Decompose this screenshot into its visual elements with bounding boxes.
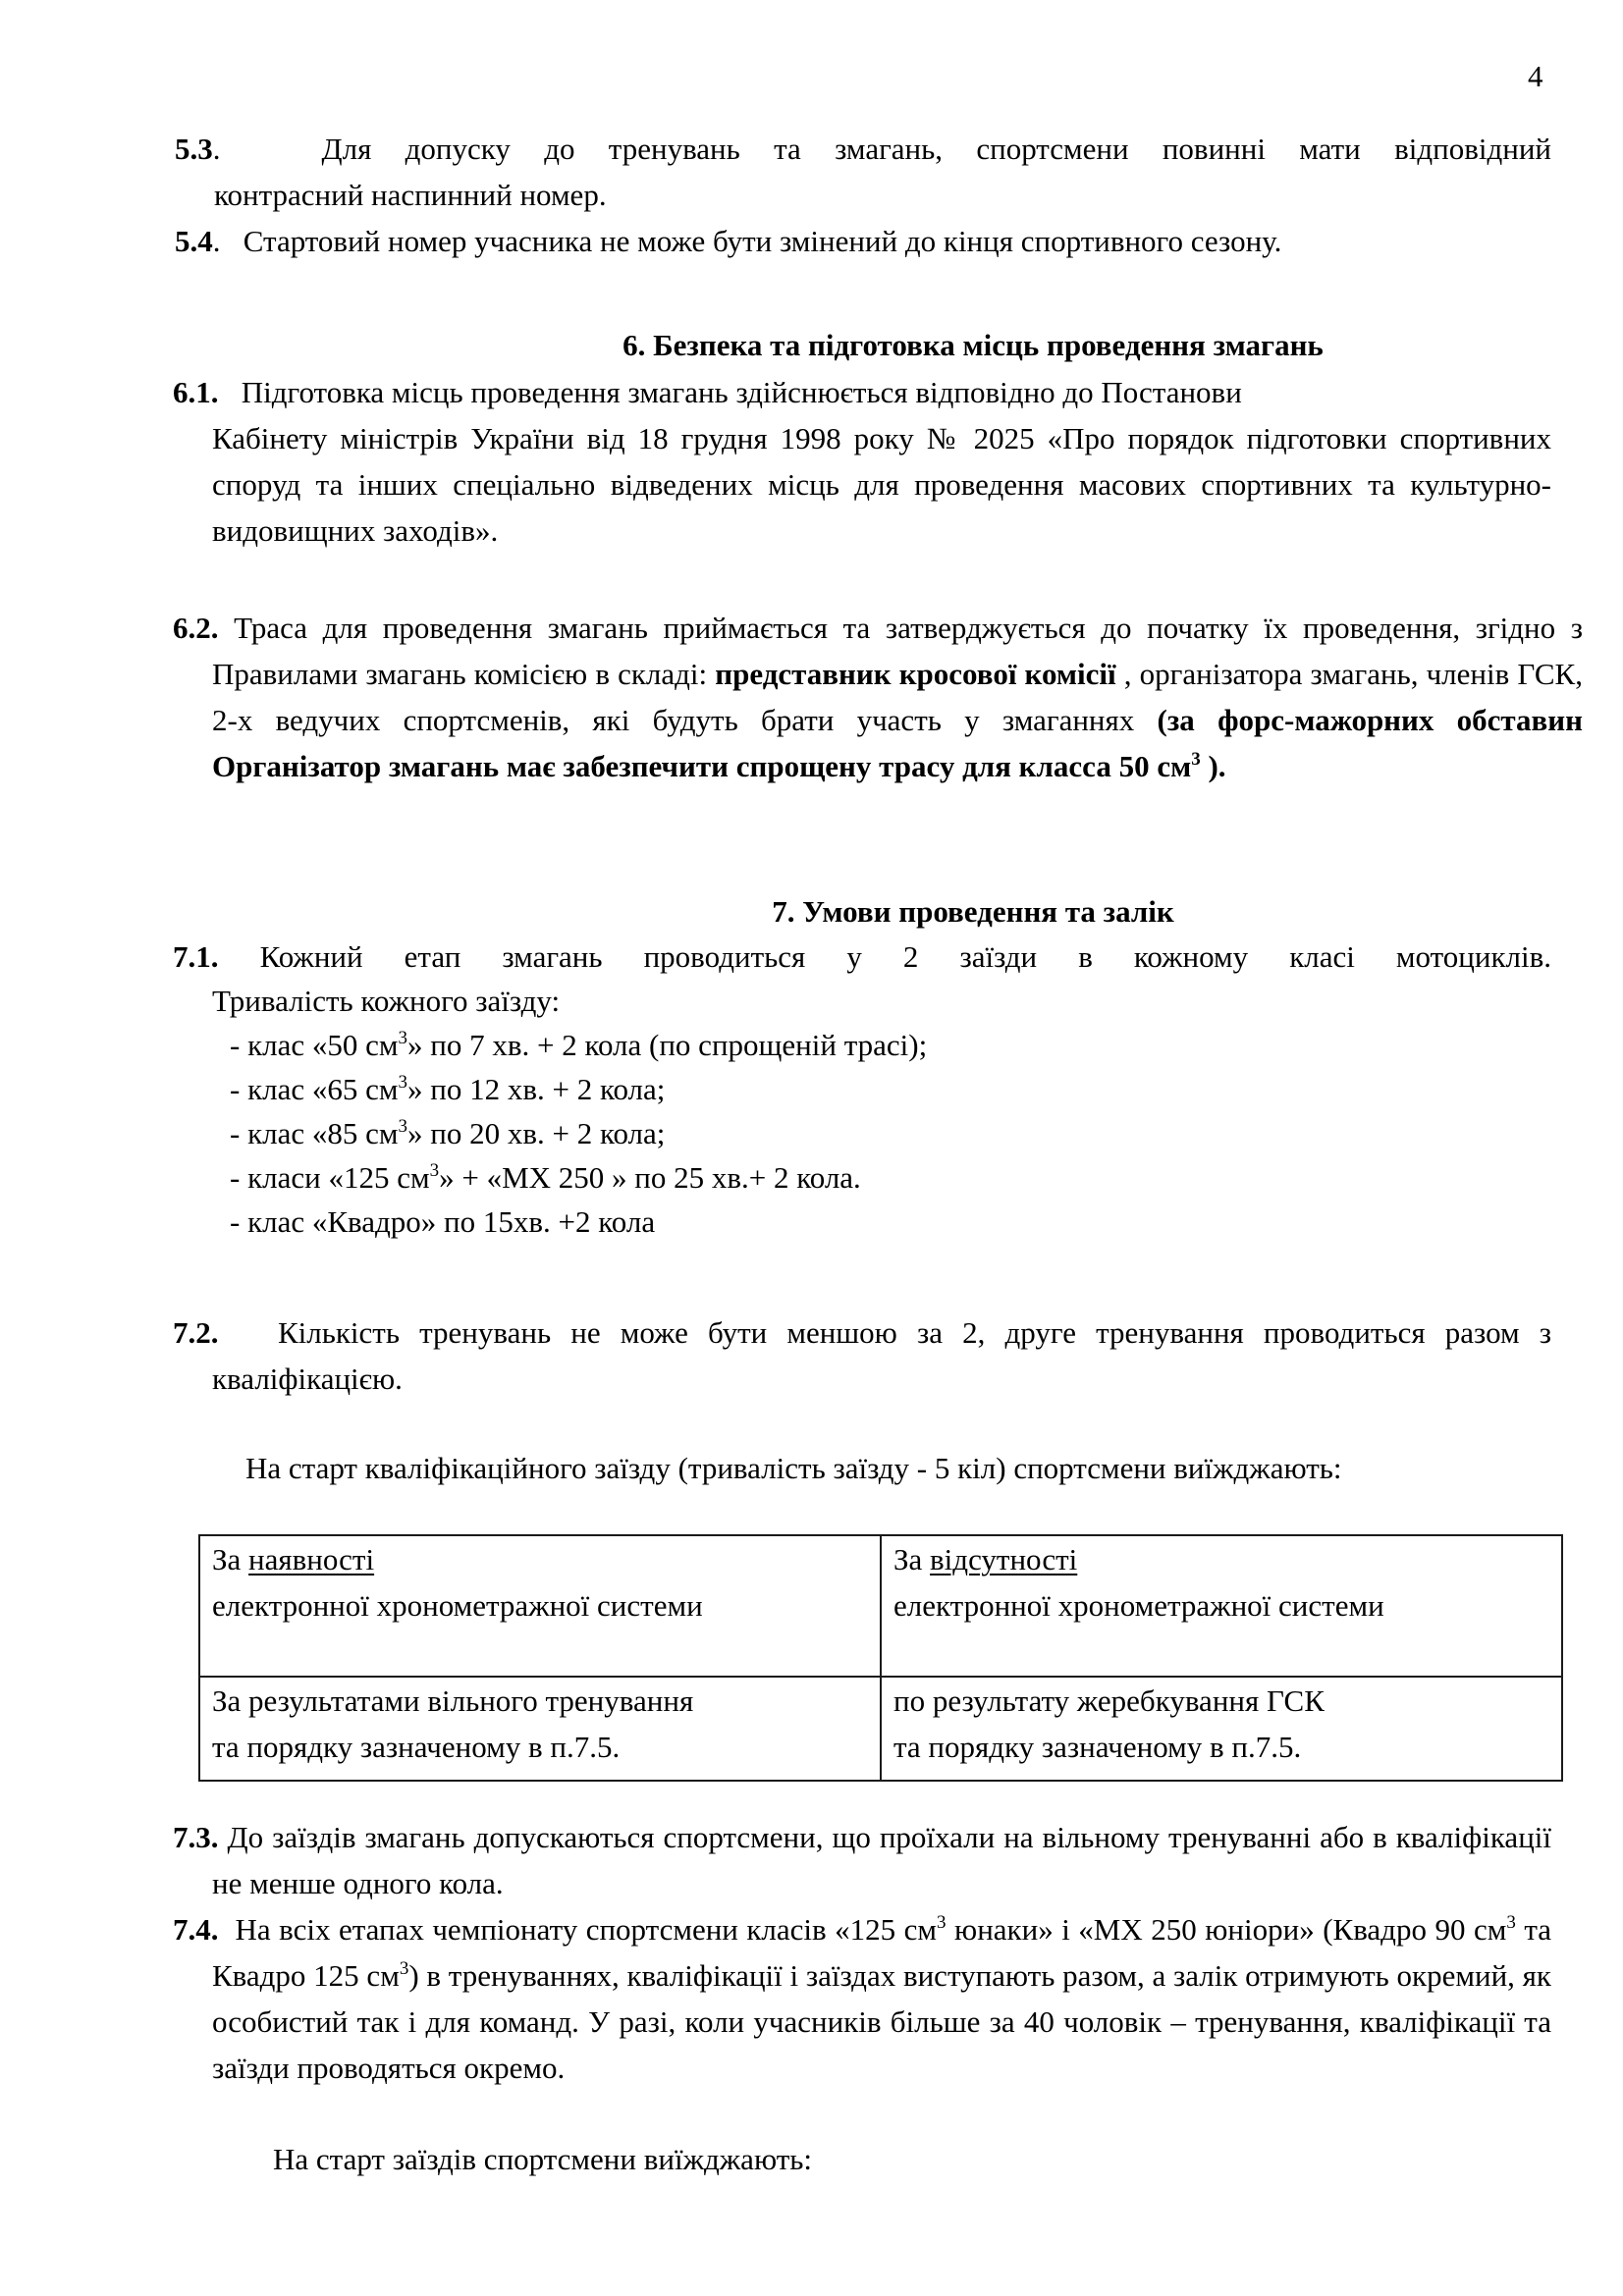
- clause-number: 5.4: [175, 224, 213, 258]
- qualification-start-table: [198, 1534, 1563, 1782]
- paragraph-7-2: [173, 1309, 1549, 1402]
- superscript: 3: [398, 1116, 407, 1137]
- superscript: 3: [398, 1072, 407, 1093]
- paragraph-6-1: [173, 369, 1549, 554]
- clause-text: та Квадро 125 см: [212, 1912, 1552, 1993]
- item-text: » по 7 хв. + 2 кола (по спрощеній трасі);: [407, 1028, 928, 1062]
- list-item: [173, 1067, 1549, 1111]
- table-row: [199, 1535, 1562, 1677]
- list-item: [173, 1111, 1549, 1155]
- cell-text: та порядку зазначеному в п.7.5.: [893, 1730, 1302, 1764]
- item-text: » по 12 хв. + 2 кола;: [407, 1072, 666, 1106]
- clause-number: 6.1.: [173, 375, 219, 409]
- item-text: - класи «125 см: [230, 1160, 430, 1195]
- clause-text: Стартовий номер учасника не може бути змінений до кінця спортивного сезону.: [243, 224, 1282, 258]
- item-text: - клас «85 см: [230, 1116, 399, 1150]
- list-item: [173, 1023, 1549, 1067]
- cell-text: За результатами вільного тренування: [212, 1683, 694, 1718]
- clause-continuation: контрасний наспинний номер.: [214, 178, 607, 212]
- class-duration-list: [173, 1023, 1549, 1244]
- clause-text: До заїздів змагань допускаються спортсмени, що проїхали на вільному тренуванні або в кваліфікації не менше одного кола.: [212, 1820, 1552, 1900]
- clause-number: 6.2.: [173, 611, 219, 645]
- clause-bold-note-end: ).: [1200, 749, 1226, 783]
- cell-text: по результату жеребкування ГСК: [893, 1683, 1325, 1718]
- item-text: - клас «50 см: [230, 1028, 399, 1062]
- table-cell: [199, 1677, 881, 1781]
- superscript: 3: [429, 1160, 440, 1181]
- clause-number: 5.3: [175, 132, 213, 166]
- cell-text: За: [893, 1542, 931, 1576]
- cell-underlined-text: відсутності: [930, 1542, 1078, 1576]
- clause-number: 7.1.: [173, 939, 219, 974]
- table-cell: [881, 1535, 1562, 1677]
- paragraph-6-2: [173, 605, 1583, 789]
- item-text: - клас «65 см: [230, 1072, 399, 1106]
- clause-text: , організатора змагань, членів ГСК, 2-х ведучих спортсменів, які будуть брати участь у змаганнях: [212, 657, 1583, 737]
- cell-text: електронної хронометражної системи: [212, 1588, 703, 1623]
- superscript: 3: [1191, 749, 1201, 770]
- clause-text: Підготовка місць проведення змагань здійснюється відповідно до Постанови: [241, 375, 1242, 409]
- item-text: » + «МХ 250 » по 25 хв.+ 2 кола.: [439, 1160, 861, 1195]
- paragraph-7-4: [173, 1906, 1552, 2091]
- item-text: - клас «Квадро» по 15хв. +2 кола: [230, 1204, 656, 1239]
- superscript: 3: [1506, 1912, 1516, 1933]
- clause-dot: .: [212, 224, 221, 258]
- paragraph-5-3: [175, 126, 1551, 218]
- list-item: [173, 1155, 1549, 1200]
- table-cell: [881, 1677, 1562, 1781]
- cell-text: електронної хронометражної системи: [893, 1588, 1384, 1623]
- clause-text: Кількість тренувань не може бути меншою за 2, друге тренування проводиться разом з кваліфікацією.: [212, 1315, 1551, 1396]
- section-heading-6: 6. Безпека та підготовка місць проведення змагань: [622, 328, 1324, 362]
- clause-text: На всіх етапах чемпіонату спортсмени класів «125 см: [235, 1912, 938, 1947]
- superscript: 3: [399, 1958, 409, 1979]
- superscript: 3: [398, 1028, 407, 1048]
- clause-bold-text: представник кросової комісії: [715, 657, 1116, 691]
- clause-text: Кожний етап змагань проводиться у 2 заїзди в кожному класі мотоциклів.: [259, 939, 1551, 974]
- clause-number: 7.2.: [173, 1315, 219, 1350]
- clause-continuation: Тривалість кожного заїзду:: [212, 984, 561, 1018]
- clause-number: 7.4.: [173, 1912, 219, 1947]
- cell-underlined-text: наявності: [248, 1542, 375, 1576]
- clause-text: ) в тренуваннях, кваліфікації і заїздах виступають разом, а залік отримують окремий, як особистий так і для команд. У разі, коли учасників більше за 40 чоловік – тренування, кваліфікації та заїзди проводяться окремо.: [212, 1958, 1551, 2085]
- page-number: 4: [1528, 59, 1543, 93]
- table-row: [199, 1677, 1562, 1781]
- cell-text: За: [212, 1542, 249, 1576]
- clause-continuation: Кабінету міністрів України від 18 грудня 1998 року № 2025 «Про порядок підготовки спортивних споруд та інших спеціально відведених місць для проведення масових спортивних та культурно-видовищних заходів».: [212, 421, 1551, 548]
- qualification-intro: На старт кваліфікаційного заїзду (тривалість заїзду - 5 кіл) спортсмени виїжджають:: [245, 1451, 1342, 1485]
- table-cell: [199, 1535, 881, 1677]
- clause-text: юнаки» і «МХ 250 юніори» (Квадро 90 см: [946, 1912, 1507, 1947]
- race-start-intro: На старт заїздів спортсмени виїжджають:: [273, 2142, 812, 2176]
- paragraph-5-4: [175, 218, 1551, 264]
- cell-text: та порядку зазначеному в п.7.5.: [212, 1730, 621, 1764]
- superscript: 3: [937, 1912, 947, 1933]
- clause-text: Для допуску до тренувань та змагань, спортсмени повинні мати відповідний: [321, 132, 1551, 166]
- list-item: [173, 1200, 1549, 1244]
- paragraph-7-1: [173, 934, 1549, 1244]
- clause-text: Траса для проведення змагань приймається та затверджується до початку їх проведення, згідно з Правилами змагань комісією в складі:: [212, 611, 1584, 691]
- clause-number: 7.3.: [173, 1820, 219, 1854]
- paragraph-7-3: [173, 1814, 1552, 1906]
- clause-dot: .: [212, 132, 221, 166]
- clause-bold-note: (за форс-мажорних обставин Організатор змагань має забезпечити спрощену трасу для класса 50 см: [212, 703, 1583, 783]
- item-text: » по 20 хв. + 2 кола;: [407, 1116, 666, 1150]
- section-heading-7: 7. Умови проведення та залік: [772, 894, 1174, 929]
